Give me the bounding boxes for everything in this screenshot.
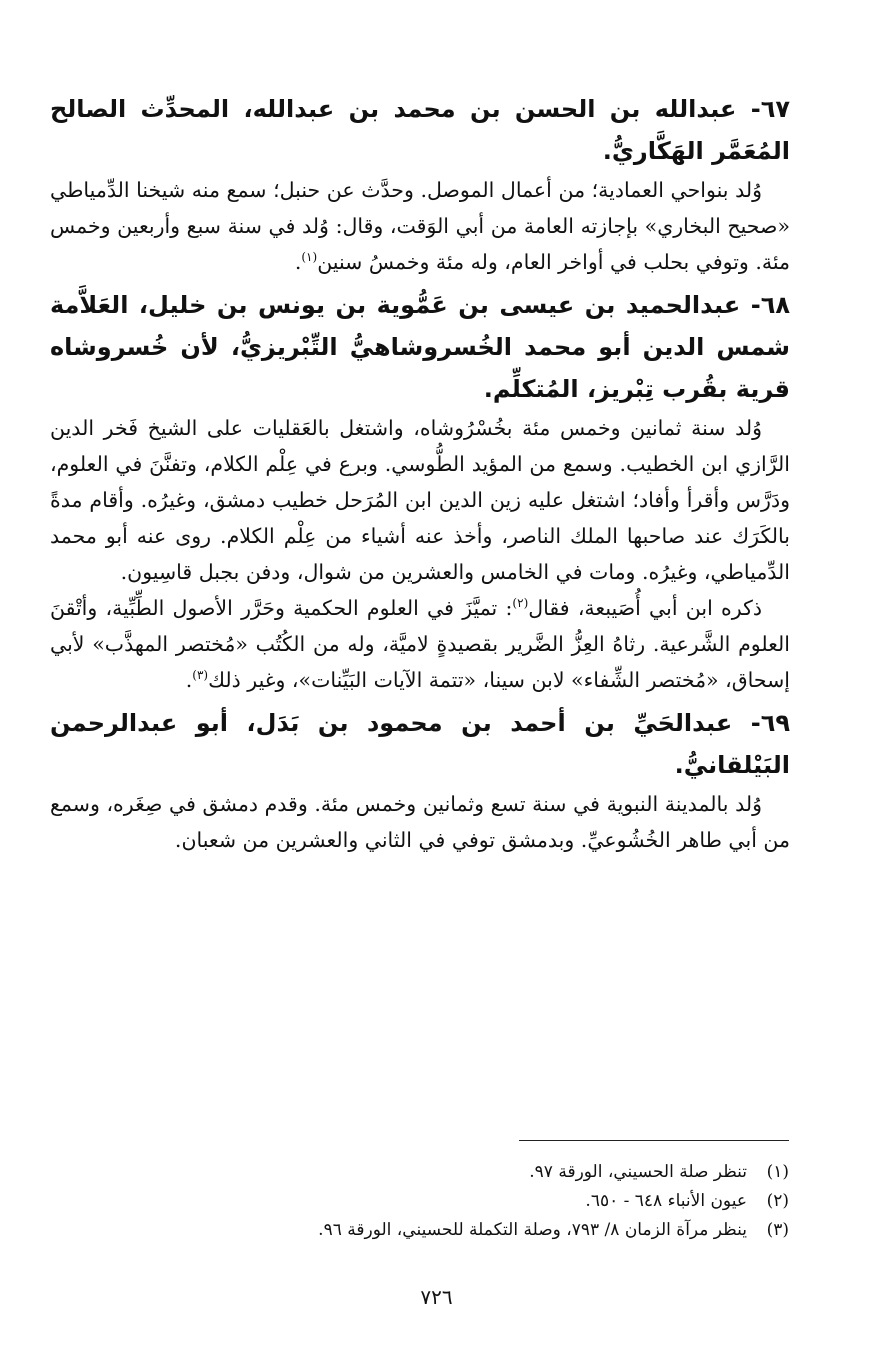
footnote-text: ينظر مرآة الزمان ٨/ ٧٩٣، وصلة التكملة للحسيني، الورقة ٩٦.	[318, 1220, 747, 1240]
entry-number: ٦٨-	[750, 291, 790, 319]
footnote-marker: (١)	[766, 1162, 789, 1182]
entry-heading: عبدالله بن الحسن بن محمد بن عبدالله، المحدِّث الصالح المُعَمَّر الهَكَّاريُّ.	[50, 95, 790, 165]
footnotes	[89, 1158, 789, 1245]
entry-number: ٦٩-	[750, 709, 790, 737]
footnote-ref[interactable]: (٣)	[192, 668, 209, 683]
footnote-text: عيون الأنباء ٦٤٨ - ٦٥٠.	[585, 1191, 747, 1211]
page-number: ٧٢٦	[420, 1285, 453, 1309]
footnote-item	[89, 1187, 789, 1216]
entry-paragraph	[50, 172, 790, 280]
paragraph-text: وُلد بالمدينة النبوية في سنة تسع وثمانين وخمس مئة. وقدم دمشق في صِغَره، وسمع من أبي طاهر الخُشُوعيِّ. وبدمشق توفي في الثاني والعشرين من شعبان.	[50, 792, 790, 852]
footnote-item	[89, 1216, 789, 1245]
footnote-divider	[519, 1140, 789, 1141]
entry-title	[50, 88, 790, 172]
entry-paragraph	[50, 590, 790, 698]
footnote-ref[interactable]: (٢)	[512, 596, 529, 611]
entry-69	[50, 702, 790, 858]
footnote-ref[interactable]: (١)	[301, 250, 318, 265]
entry-67	[50, 88, 790, 280]
footnote-marker: (٣)	[766, 1220, 789, 1240]
paragraph-tail: .	[185, 668, 193, 692]
paragraph-tail: .	[294, 250, 302, 274]
footnote-text: تنظر صلة الحسيني، الورقة ٩٧.	[529, 1162, 747, 1182]
footnote-item	[89, 1158, 789, 1187]
paragraph-text: ذكره ابن أبي أُصَيبعة، فقال	[528, 596, 762, 620]
entry-68	[50, 284, 790, 698]
entry-paragraph	[50, 786, 790, 858]
entry-title	[50, 702, 790, 786]
entry-number: ٦٧-	[750, 95, 790, 123]
page-body	[50, 88, 790, 858]
entry-paragraph	[50, 410, 790, 590]
entry-title	[50, 284, 790, 410]
paragraph-text: : تميَّزَ في العلوم الحكمية وحَرَّر الأصول الطِّبِّية، وأتْقنَ العلوم الشَّرعية. رثاهُ العِزُّ الضَّرير بقصيدةٍ لاميَّة، وله من الكُتُب «مُختصر المهذَّب» لأبي إسحاق، «مُختصر الشِّفاء» لابن سينا، «تتمة الآيات البَيِّنات»، وغير ذلك	[50, 596, 790, 692]
paragraph-text: وُلد سنة ثمانين وخمس مئة بخُسْرُوشاه، واشتغل بالعَقليات على الشيخ فَخر الدين الرَّازي ابن الخطيب. وسمع من المؤيد الطُّوسي. وبرع في عِلْم الكلام، وتفنَّنَ في العلوم، ودَرَّس وأقرأ وأفاد؛ اشتغل عليه زين الدين ابن المُرَحل خطيب دمشق، وغيرُه. وأقام مدةً بالكَرَك عند صاحبها الملك الناصر، وأخذ عنه أشياء من عِلْم الكلام. روى عنه أبو محمد الدِّمياطي، وغيرُه. ومات في الخامس والعشرين من شوال، ودفن بجبل قاسِيون.	[50, 416, 790, 584]
paragraph-text: وُلد بنواحي العمادية؛ من أعمال الموصل. وحدَّث عن حنبل؛ سمع منه شيخنا الدِّمياطي «صحيح البخاري» بإجازته العامة من أبي الوَقت، وقال: وُلد في سنة سبع وأربعين وخمس مئة. وتوفي بحلب في أواخر العام، وله مئة وخمسُ سنين	[50, 178, 790, 274]
entry-heading: عبدالحميد بن عيسى بن عَمُّوية بن يونس بن خليل، العَلاَّمة شمس الدين أبو محمد الخُسروشاهيُّ التِّبْريزيُّ، لأن خُسروشاه قرية بقُرب تِبْريز، المُتكلِّم.	[50, 291, 790, 403]
entry-heading: عبدالحَيِّ بن أحمد بن محمود بن بَدَل، أبو عبدالرحمن البَيْلقانيُّ.	[50, 709, 790, 779]
footnote-marker: (٢)	[766, 1191, 789, 1211]
